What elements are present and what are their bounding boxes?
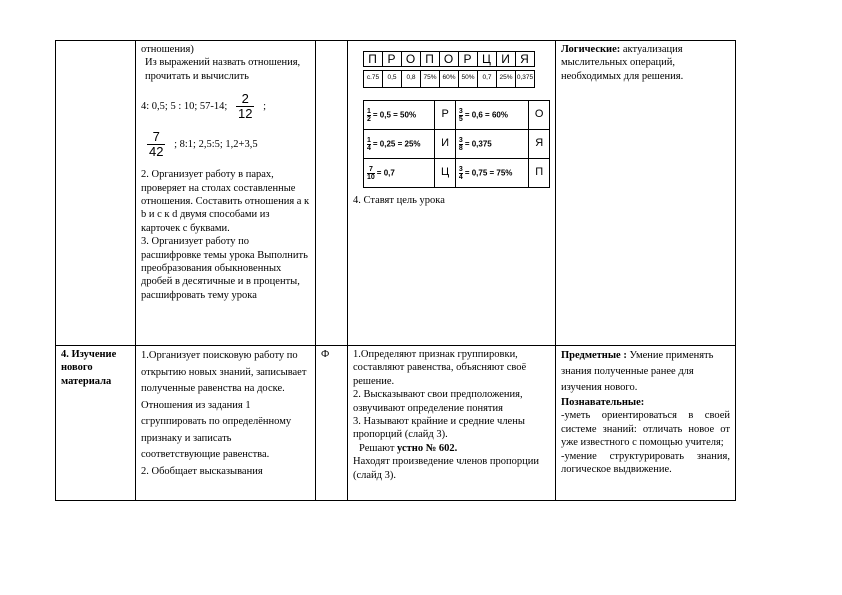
text-line: 3. Организует работу по расшифровке темы урока Выполнить преобразования обыкновенных дробей в десятичные и в проценты, расшифровать тему урока [141,236,308,301]
table-row [56,346,736,501]
letter-cell: Ц [478,52,497,67]
text-line: Из выражений назвать отношения, прочитать и вычислить [145,57,301,82]
text-line: 2. Обобщает высказывания [141,465,263,477]
text-line: 4. Ставят цель урока [353,195,445,206]
code-cell: 0,5 [383,71,402,88]
teacher-activity-cell [136,41,316,346]
key-letter: О [529,101,550,130]
label-bold: Познавательные: [561,397,645,408]
student-activity-cell [348,41,556,346]
fraction-denominator: 5 [458,115,463,123]
label-text: Умение применять знания полученные ранее для изучения нового. [561,350,714,393]
fraction-numerator: 3 [458,107,463,115]
text-line [561,348,730,396]
fraction [236,92,254,121]
letter-cell: П [364,52,383,67]
key-letter: Р [435,101,456,130]
key-left [364,159,435,188]
key-left [364,101,435,130]
fraction-numerator: 3 [458,136,463,144]
form-text: Ф [321,349,330,360]
text-line [353,442,550,455]
expression-text: ; 8:1; 2,5:5; 1,2+3,5 [174,139,258,151]
fraction [147,130,165,159]
teacher-activity-cell [136,346,316,501]
code-cell: 75% [421,71,440,88]
letter-cell: И [497,52,516,67]
expression-line [141,130,310,159]
text-bold: устно № 602. [397,442,458,454]
key-row [364,159,550,188]
fraction-numerator: 1 [367,136,371,144]
fraction-numerator: 7 [152,129,160,145]
fraction-denominator: 4 [458,173,463,181]
key-value: = 0,7 [376,168,395,178]
text-line: -умение структурировать знания, логическое выдвижение. [561,450,730,476]
letter-cell: Р [383,52,402,67]
letter-cell: Р [459,52,478,67]
text-line: 1.Определяют признак группировки, составляют равенства, объясняют своё решение. [353,349,527,387]
stage-cell [56,41,136,346]
text-line: 3. Называют крайние и средние члены пропорций (слайд 3). [353,416,525,441]
proportion-puzzle [363,51,550,188]
key-value: = 0,75 = 75% [464,168,513,178]
text-span: Решают [359,442,398,454]
table-row [56,41,736,346]
key-letter: П [529,159,550,188]
fraction-denominator: 4 [367,144,371,152]
label-bold: Предметные : [561,350,627,361]
code-cell: 0,7 [478,71,497,88]
key-letter: Я [529,130,550,159]
text-line: -уметь ориентироваться в своей системе знаний: отличать новое от уже известного с помощью учителя; [561,410,730,449]
key-value: = 0,25 = 25% [372,139,421,149]
expression-text: ; [263,101,266,113]
code-cell: 50% [459,71,478,88]
fraction-numerator: 2 [241,91,249,107]
text-line: Находят произведение членов пропорции (слайд 3). [353,456,539,481]
key-value: = 0,375 [464,139,492,149]
fraction-denominator: 10 [367,173,375,181]
fraction [367,166,375,181]
expression-line [141,92,310,121]
fraction [367,108,371,123]
code-cell: 25% [497,71,516,88]
answer-key-table [363,100,550,188]
code-cell: c.75 [364,71,383,88]
letter-cell: О [440,52,459,67]
letter-cell: П [421,52,440,67]
form-cell [316,346,348,501]
label-bold: Логические: [561,44,621,55]
fraction-denominator: 42 [149,144,164,160]
text-line: 1.Организует поисковую работу по открытию новых знаний, записывает полученные равенства на доске. [141,350,307,394]
uud-cell [556,41,736,346]
key-right [455,101,528,130]
code-cell: 0,375 [516,71,535,88]
letters-row [363,51,535,67]
code-cell: 60% [440,71,459,88]
key-value: = 0,6 = 60% [464,110,508,120]
label-text: актуализация мыслительных операций, необходимых для решения. [561,44,684,82]
code-cell: 0,8 [402,71,421,88]
codes-row [363,70,535,88]
lesson-plan-table [55,40,736,501]
fraction-denominator: 2 [367,115,371,123]
fraction-denominator: 8 [458,144,463,152]
key-letter: И [435,130,456,159]
fraction-numerator: 7 [368,165,373,173]
student-activity-cell [348,346,556,501]
fraction [459,108,463,123]
key-right [455,130,528,159]
fraction-numerator: 1 [367,107,371,115]
text-line: 2. Организует работу в парах, проверяет на столах составленные отношения. Составить отношения a к b и c к d двумя способами из карточек с буквами. [141,169,310,234]
uud-cell [556,346,736,501]
stage-cell [56,346,136,501]
key-right [455,159,528,188]
fraction-denominator: 12 [237,106,253,122]
text-line: отношения) [141,44,194,55]
text-line: Отношения из задания 1 сгруппировать по определённому признаку и записать соответствующие равенства. [141,399,292,460]
expression-text: 4: 0,5; 5 : 10; 57-14; [141,101,228,113]
text-line: 2. Высказывают свои предположения, озвучивают определение понятия [353,389,523,414]
letter-cell: Я [516,52,535,67]
fraction [459,137,463,152]
key-row [364,101,550,130]
key-row [364,130,550,159]
form-cell [316,41,348,346]
fraction [459,166,463,181]
key-value: = 0,5 = 50% [372,110,417,120]
text-line [561,43,730,83]
stage-title: 4. Изучение нового материала [61,349,117,387]
key-left [364,130,435,159]
fraction [367,137,371,152]
letter-cell: О [402,52,421,67]
key-letter: Ц [435,159,456,188]
fraction-numerator: 3 [458,165,463,173]
